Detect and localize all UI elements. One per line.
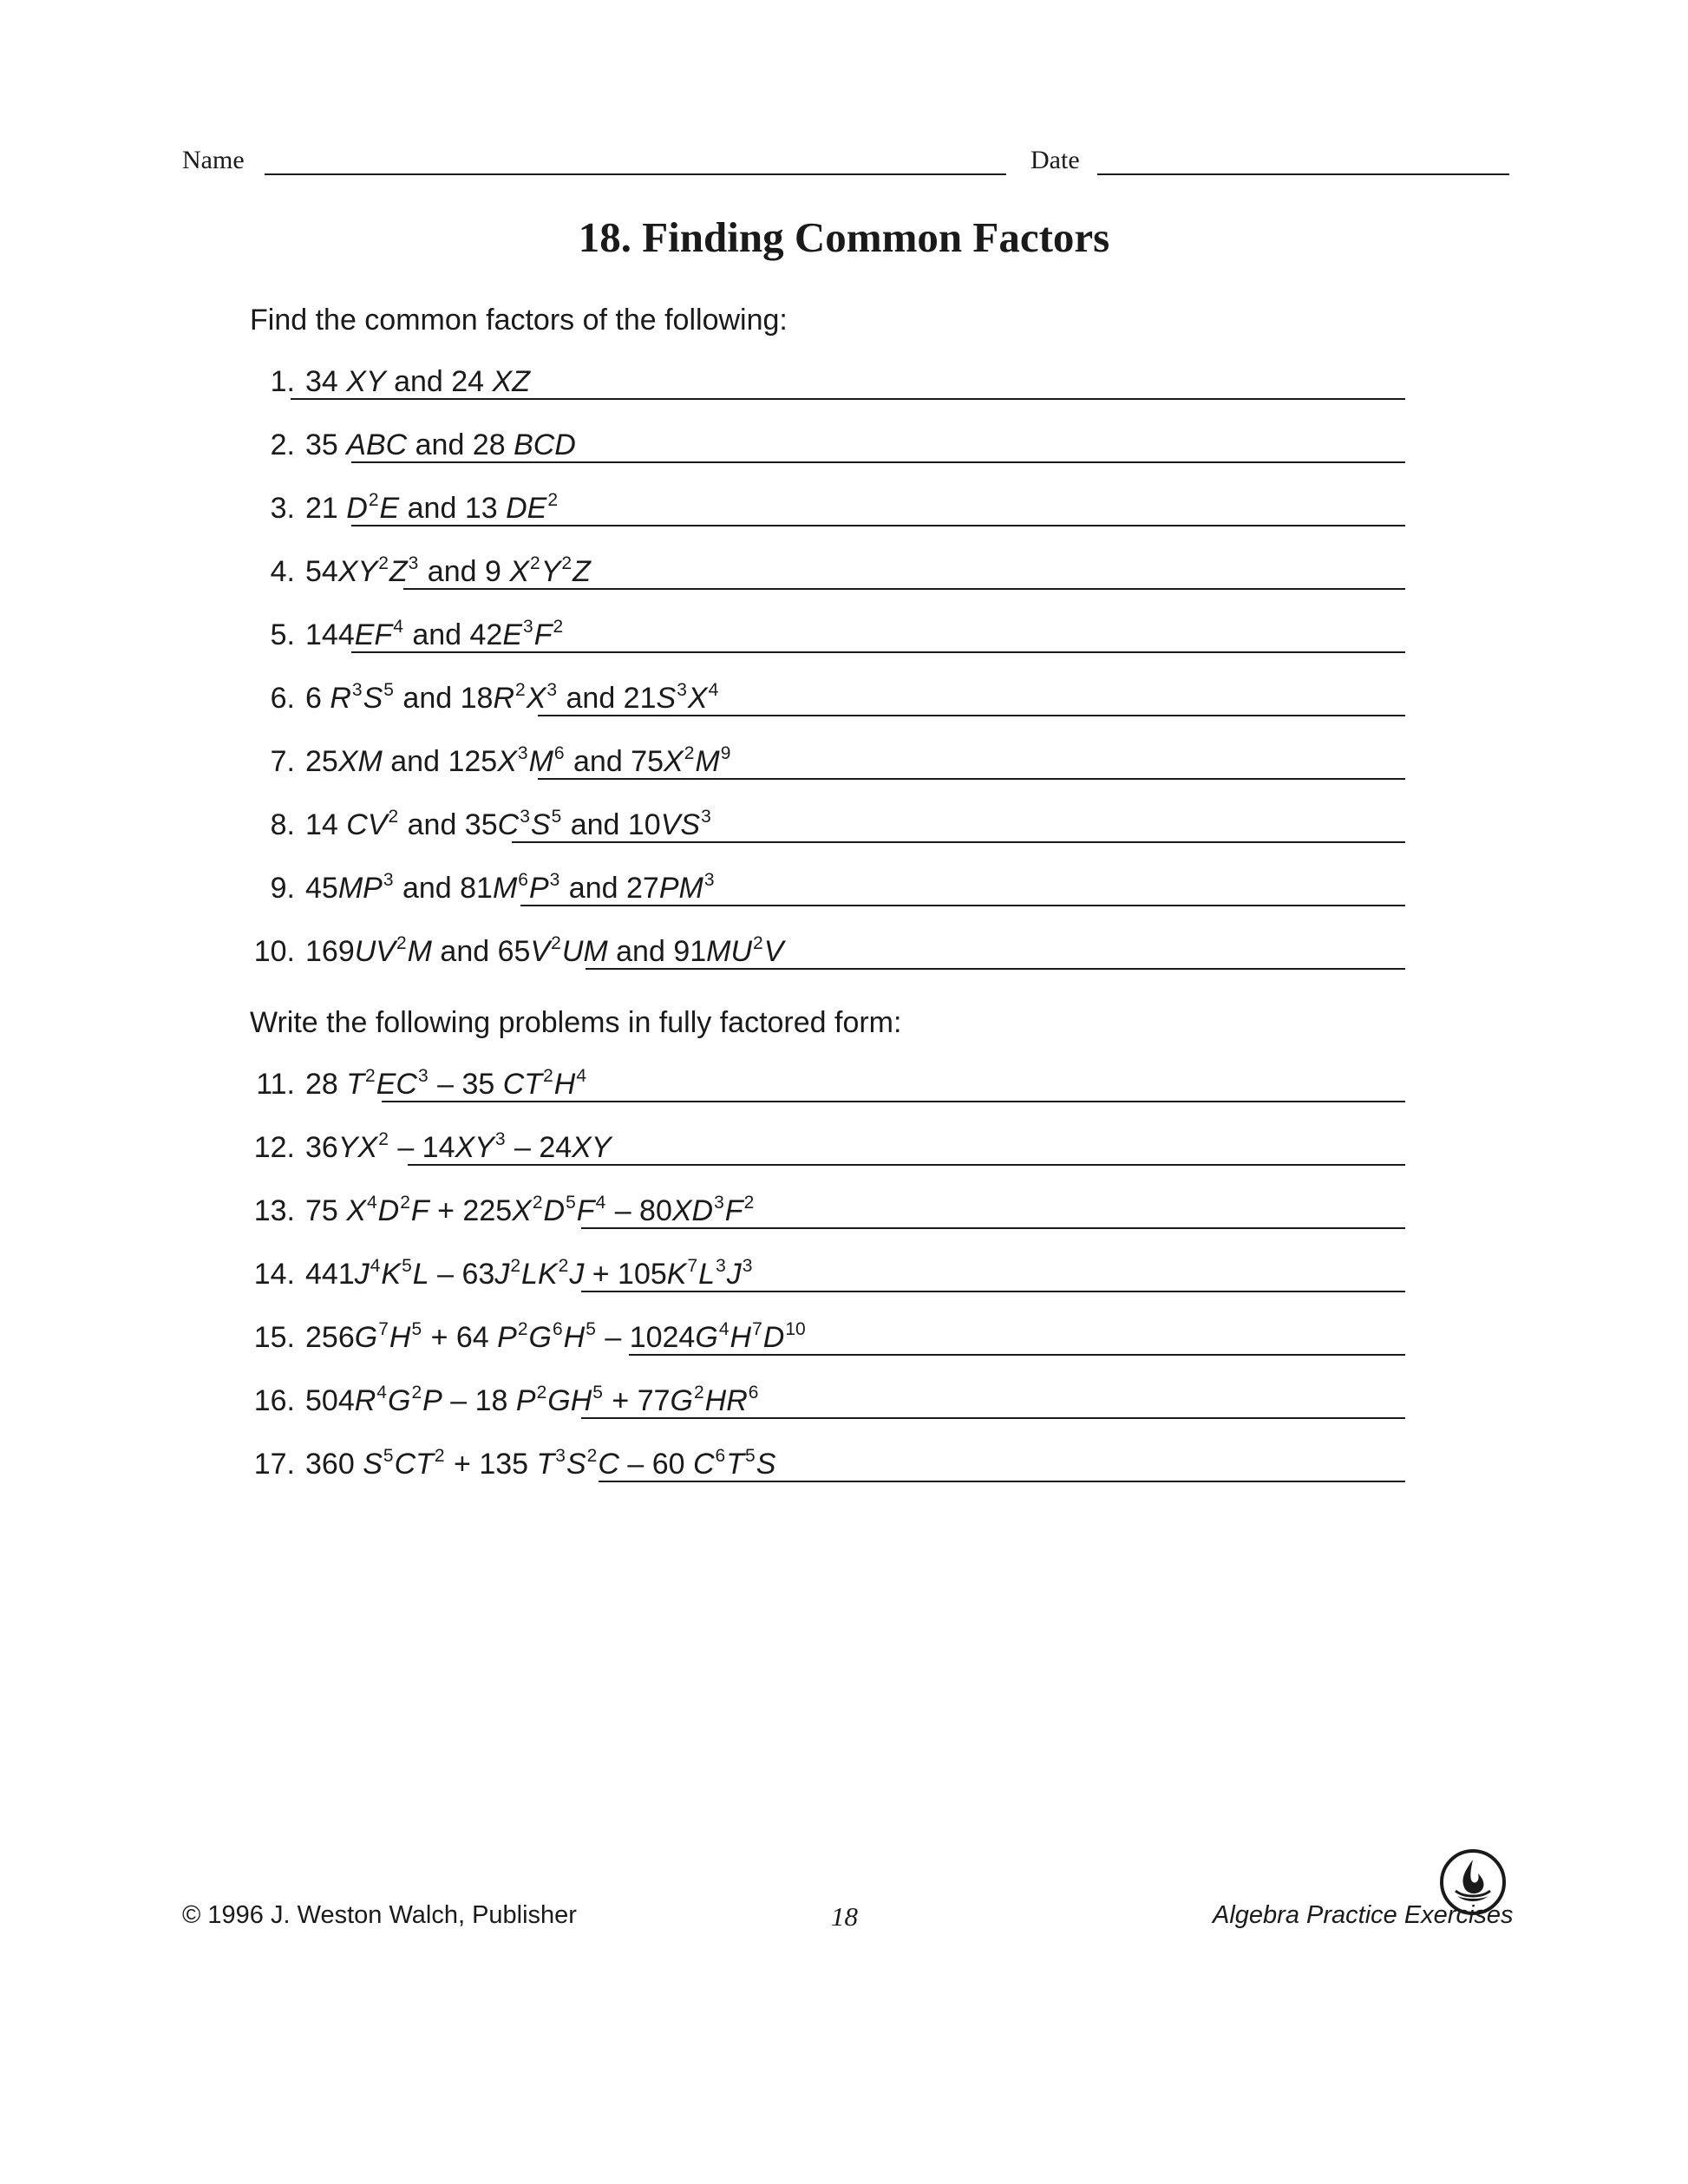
answer-line[interactable]: [538, 778, 1405, 780]
page-title: 18. Finding Common Factors: [578, 213, 1110, 261]
problem-expression: $256G^7H^5 + 64$ $P^2G^6H^5 - 1024G^4H^7D^{10}$: [305, 1319, 806, 1354]
problem-item: [243, 1316, 1405, 1357]
problem-expression: $441J^4K^5L - 63J^2LK^2J + 105K^7L^3J^3$: [305, 1256, 753, 1291]
problem-item: [243, 1126, 1405, 1167]
problem-item: [243, 1063, 1405, 1104]
problem-item: [243, 866, 1405, 908]
problem-number: 15.: [253, 1321, 295, 1354]
problem-number: 7.: [270, 745, 295, 778]
problem-number: 6.: [270, 682, 295, 715]
problem-expression: 35 ABC and 28 BCD: [305, 428, 576, 461]
problem-number: 13.: [253, 1194, 295, 1227]
problem-number: 4.: [270, 555, 295, 588]
problem-number: 17.: [253, 1448, 295, 1481]
problem-item: [243, 1442, 1405, 1484]
problem-expression: $45MP^3$ and $81M^6P^3$ and $27PM^3$: [305, 870, 715, 905]
answer-line[interactable]: [586, 968, 1405, 970]
problem-item: [243, 360, 1405, 402]
answer-line[interactable]: [581, 1227, 1405, 1229]
footer-page-number: 18: [831, 1901, 858, 1932]
problem-item: [243, 677, 1405, 718]
answer-line[interactable]: [599, 1481, 1405, 1482]
answer-line[interactable]: [408, 1164, 1405, 1166]
problem-number: 2.: [270, 428, 295, 461]
date-label: Date: [1030, 146, 1080, 174]
problem-number: 9.: [270, 872, 295, 905]
answer-line[interactable]: [538, 715, 1405, 716]
problem-expression: 75 $X^4D^2F + 225X^2D^5F^4 - 80XD^3F^2$: [305, 1193, 755, 1227]
problem-item: [243, 1189, 1405, 1231]
problem-expression: $36YX^2 - 14XY^3 - 24XY$: [305, 1129, 612, 1164]
answer-line[interactable]: [629, 1354, 1405, 1356]
problem-expression: 21 $D^2E$ and 13 $DE^2$: [305, 490, 559, 525]
problem-item: [243, 550, 1405, 592]
problem-expression: 28 $T^2EC^3 - 35$ $CT^2H^4$: [305, 1066, 586, 1101]
name-label: Name: [182, 146, 245, 174]
instruction-common-factors: Find the common factors of the following:: [250, 304, 788, 337]
name-blank-line[interactable]: [265, 173, 1006, 175]
problem-number: 8.: [270, 808, 295, 841]
problem-item: [243, 803, 1405, 845]
problem-item: [243, 930, 1405, 971]
problem-expression: 360 $S^5CT^2 + 135$ $T^3S^2C - 60$ $C^6T^5S$: [305, 1446, 776, 1481]
problem-expression: $169UV^2M$ and $65V^2UM$ and $91MU^2V$: [305, 933, 784, 968]
answer-line[interactable]: [291, 398, 1405, 400]
problem-item: [243, 1252, 1405, 1294]
footer-copyright: © 1996 J. Weston Walch, Publisher: [182, 1901, 577, 1929]
answer-line[interactable]: [581, 1291, 1405, 1292]
answer-line[interactable]: [351, 651, 1405, 653]
answer-line[interactable]: [512, 841, 1405, 843]
problem-expression: 6 $R^3S^5$ and $18R^2X^3$ and $21S^3X^4$: [305, 680, 719, 715]
problem-number: 10.: [253, 935, 295, 968]
problem-expression: $54XY^2Z^3$ and 9 $X^2Y^2Z$: [305, 553, 591, 588]
problem-number: 14.: [253, 1258, 295, 1291]
problem-item: [243, 1379, 1405, 1421]
problem-item: [243, 613, 1405, 655]
flame-logo-icon: [1438, 1847, 1508, 1917]
answer-line[interactable]: [382, 1101, 1405, 1102]
problem-expression: 14 $CV^2$ and $35C^3S^5$ and $10VS^3$: [305, 807, 711, 841]
answer-line[interactable]: [520, 905, 1405, 906]
problem-number: 3.: [270, 492, 295, 525]
problem-number: 5.: [270, 618, 295, 651]
answer-line[interactable]: [581, 1417, 1405, 1419]
answer-line[interactable]: [351, 525, 1405, 526]
problem-number: 1.: [270, 365, 295, 398]
problem-item: [243, 423, 1405, 465]
problem-number: 11.: [256, 1068, 295, 1101]
date-blank-line[interactable]: [1097, 173, 1509, 175]
problem-number: 12.: [253, 1131, 295, 1164]
problem-expression: $144EF^4$ and $42E^3F^2$: [305, 617, 564, 651]
problem-item: [243, 487, 1405, 528]
instruction-factored-form: Write the following problems in fully factored form:: [250, 1006, 902, 1039]
answer-line[interactable]: [403, 588, 1405, 590]
problem-item: [243, 740, 1405, 781]
problem-number: 16.: [253, 1384, 295, 1417]
answer-line[interactable]: [351, 461, 1405, 463]
problem-expression: 34 XY and 24 XZ: [305, 365, 530, 398]
problem-expression: $504R^4G^2P - 18$ $P^2GH^5 + 77G^2HR^6$: [305, 1383, 759, 1417]
problem-expression: 25XM and $125X^3M^6$ and $75X^2M^9$: [305, 743, 731, 778]
footer-book-title: Algebra Practice Exercises: [1213, 1901, 1514, 1929]
